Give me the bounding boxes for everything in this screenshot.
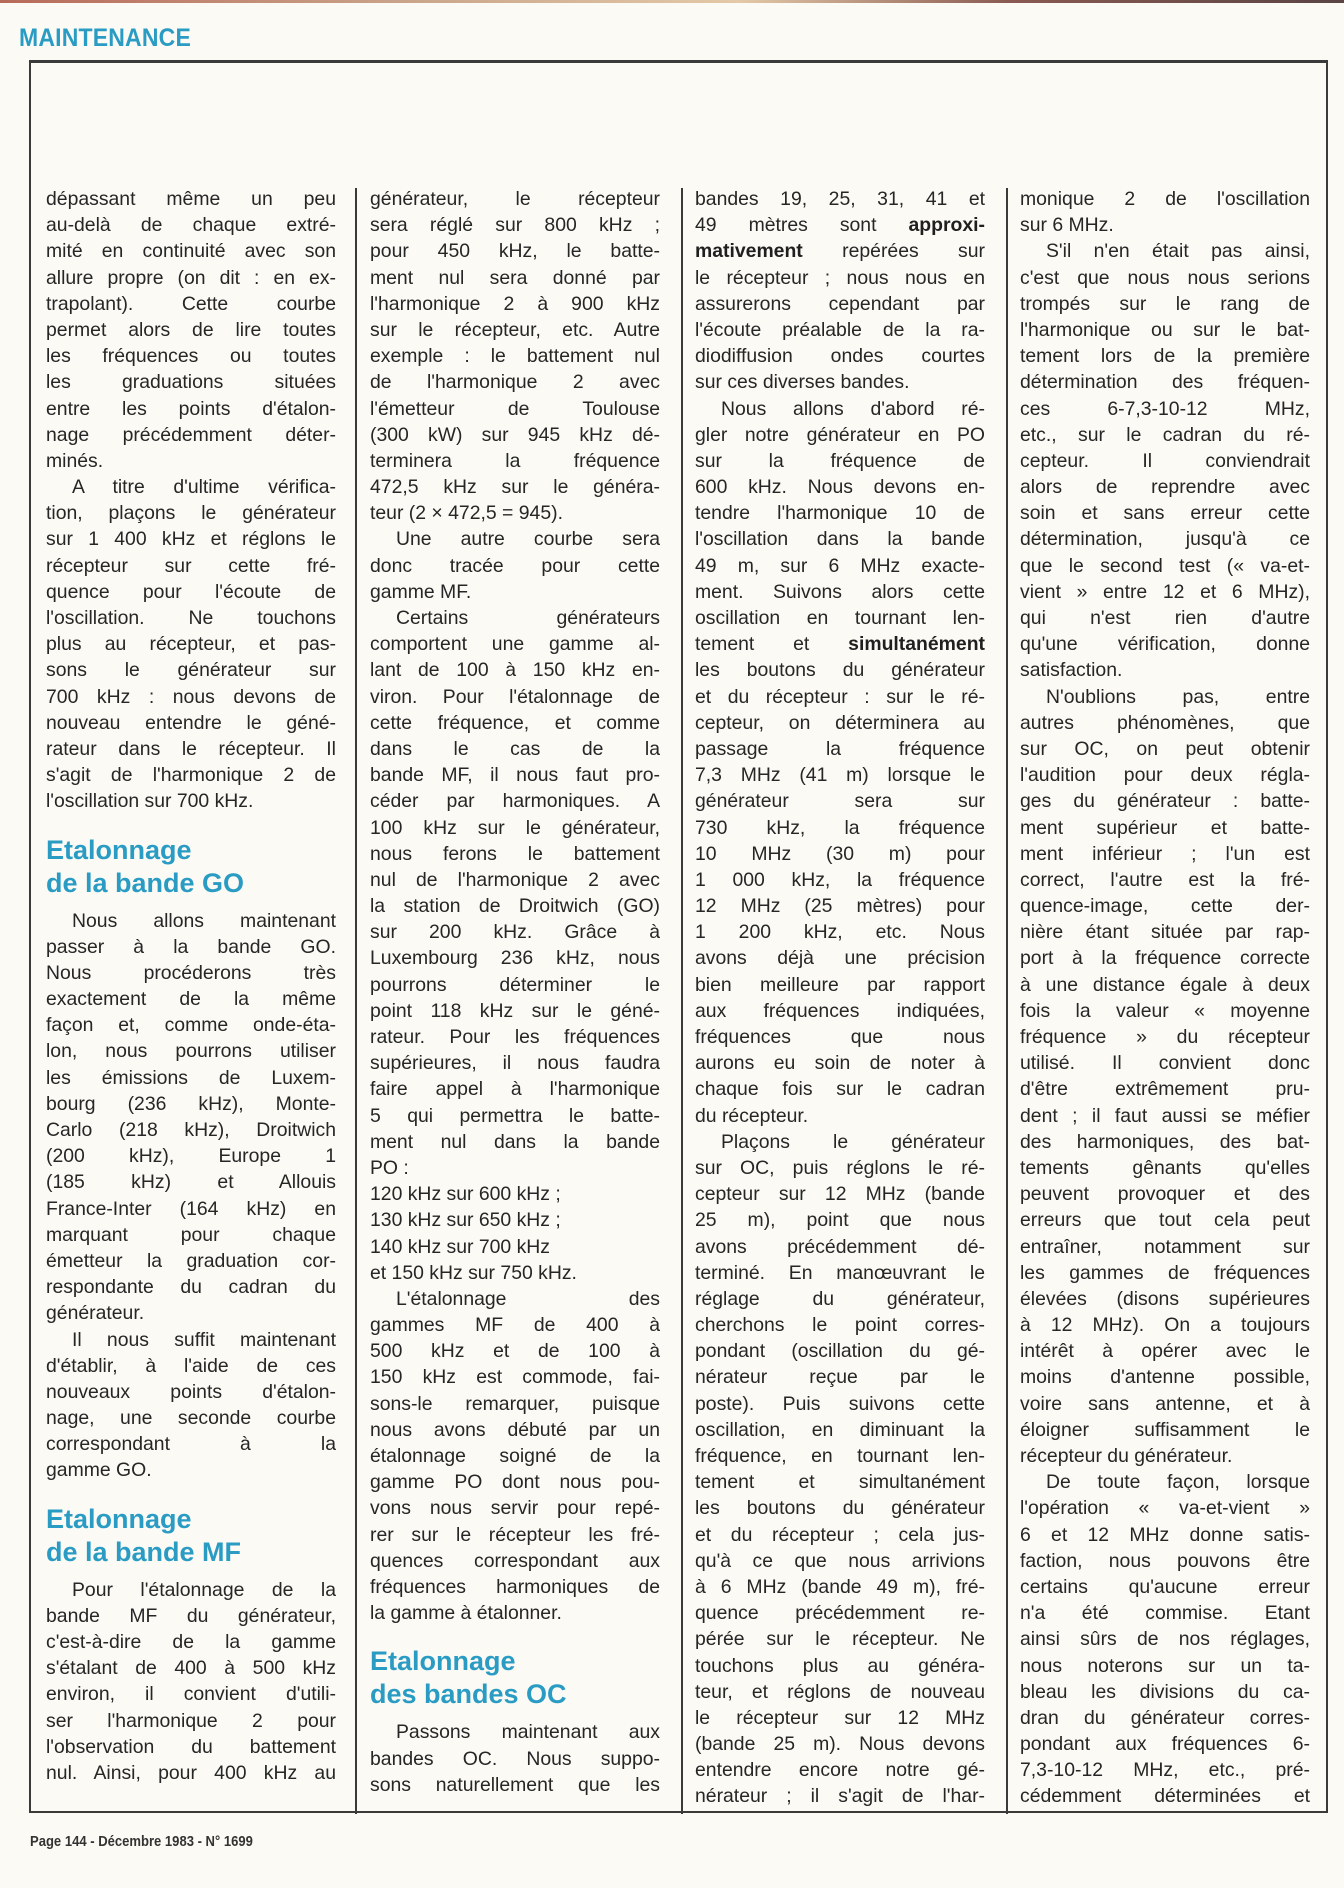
text-line: (200 kHz), Europe 1: [46, 1145, 336, 1168]
text-line: nouveaux points d'étalon-: [46, 1380, 336, 1403]
text-line: entendre encore notre gé-: [695, 1759, 985, 1782]
text-line: De toute façon, lorsque: [1046, 1471, 1310, 1494]
paragraph: [370, 186, 660, 526]
article-column-2: [370, 186, 660, 1798]
text-line: à 12 MHz). On a toujours: [1020, 1314, 1310, 1337]
text-line: c'est que nous nous serions: [1020, 266, 1310, 289]
text-line: rer sur le récepteur les fré-: [370, 1523, 660, 1546]
bold-term: simultanément: [848, 633, 985, 656]
text-line: l'observation du battement: [46, 1735, 336, 1758]
text-line: bleau les divisions du ca-: [1020, 1680, 1310, 1703]
text-line: (bande 25 m). Nous devons: [695, 1733, 985, 1756]
text-line: qu'à ce que nous arrivions: [695, 1549, 985, 1572]
paragraph: [695, 186, 985, 396]
text-line: générateur, le récepteur: [370, 188, 660, 210]
text-line: détermination, jusqu'à ce: [1020, 528, 1310, 551]
column-divider: [1006, 188, 1008, 1814]
text-line: au-delà de chaque extré-: [46, 214, 336, 237]
section-heading: [370, 1645, 660, 1711]
text-line: port à la fréquence correcte: [1020, 947, 1310, 970]
text-line: nous noterons sur un ta-: [1020, 1654, 1310, 1677]
paragraph: [370, 526, 660, 605]
text-line: à une distance égale à deux: [1020, 973, 1310, 996]
text-line: lon, nous pourrons utiliser: [46, 1040, 336, 1063]
text-line: nous avons débuté par un: [370, 1418, 660, 1441]
text-line: pondant (oscillation du gé-: [695, 1340, 985, 1363]
text-line: nous ferons le battement: [370, 842, 660, 865]
text-line: Plaçons le générateur: [721, 1130, 985, 1153]
text-line: générateur sera sur: [695, 790, 985, 813]
text-line: bien meilleure par rapport: [695, 973, 985, 996]
text-line: et du récepteur ; cela jus-: [695, 1523, 985, 1546]
text-line: entraîner, notamment sur: [1020, 1235, 1310, 1258]
text-line: gamme PO dont nous pou-: [370, 1471, 660, 1494]
text-line: certains qu'aucune erreur: [1020, 1575, 1310, 1598]
text-line: 130 kHz sur 650 kHz ;: [370, 1209, 561, 1232]
text-line: rateur dans le récepteur. Il: [46, 737, 336, 760]
text-line: minés.: [46, 449, 104, 472]
text-line: S'il n'en était pas ainsi,: [1046, 240, 1310, 263]
text-line: Passons maintenant aux: [396, 1721, 660, 1744]
text-line: Pour l'étalonnage de la: [72, 1578, 336, 1601]
text-line: tendre l'harmonique 10 de: [695, 502, 985, 525]
text-line: environ, il convient d'utili-: [46, 1683, 336, 1706]
paragraph: [1020, 1469, 1310, 1809]
text-line: 7,3-10-12 MHz, etc., pré-: [1020, 1759, 1310, 1782]
page-top-edge: [0, 0, 1344, 3]
text-line: cédemment déterminées et: [1020, 1785, 1310, 1808]
text-line: Luxembourg 236 kHz, nous: [370, 947, 660, 970]
text-line: 49 m, sur 6 MHz exacte-: [695, 554, 985, 577]
paragraph: [46, 186, 336, 474]
text-line: [695, 631, 985, 657]
text-line: sur la fréquence de: [695, 449, 985, 472]
text-line: teur, et réglons de nouveau: [695, 1680, 985, 1703]
paragraph: [46, 908, 336, 1327]
text-line: autres phénomènes, que: [1020, 711, 1310, 734]
text-line: monique 2 de l'oscillation: [1020, 188, 1310, 210]
text-line: A titre d'ultime vérifica-: [72, 476, 336, 499]
text-line: sur OC, puis réglons le ré-: [695, 1156, 985, 1179]
text-line: Nous allons maintenant: [72, 909, 336, 932]
text-line: nage précédemment déter-: [46, 423, 336, 446]
text-line: sons-le remarquer, puisque: [370, 1392, 660, 1415]
article-column-4: [1020, 186, 1310, 1810]
text-line: vient » entre 12 et 6 MHz),: [1020, 580, 1310, 603]
text-line: l'oscillation sur 700 kHz.: [46, 790, 254, 813]
text-line: peuvent provoquer et des: [1020, 1183, 1310, 1206]
text-run: tement et: [695, 633, 849, 656]
text-line: chaque fois sur le cadran: [695, 1078, 985, 1101]
text-line: l'harmonique 2 à 900 kHz: [370, 292, 660, 315]
text-line: tement et simultanément: [695, 1471, 985, 1494]
text-line: France-Inter (164 kHz) en: [46, 1197, 336, 1220]
column-divider: [355, 188, 357, 1814]
text-line: les gammes de fréquences: [1020, 1261, 1310, 1284]
text-line: le récepteur ; nous nous en: [695, 266, 985, 289]
paragraph: [370, 1181, 660, 1286]
text-line: les graduations situées: [46, 371, 336, 394]
text-run: 49 mètres sont: [695, 214, 909, 237]
text-line: et du récepteur : sur le ré-: [695, 685, 985, 708]
text-line: quence pour l'écoute de: [46, 580, 336, 603]
text-line: l'émetteur de Toulouse: [370, 397, 660, 420]
text-line: 500 kHz et de 100 à: [370, 1340, 660, 1363]
page-footer: Page 144 - Décembre 1983 - N° 1699: [30, 1834, 253, 1850]
text-line: que le second test (« va-et-: [1020, 554, 1310, 577]
text-line: la gamme à étalonner.: [370, 1602, 562, 1625]
text-line: émetteur la graduation cor-: [46, 1249, 336, 1272]
section-heading: [46, 834, 336, 900]
text-line: gammes MF de 400 à: [370, 1314, 660, 1337]
text-line: respondante du cadran du: [46, 1276, 336, 1299]
text-line: éloigner suffisamment le: [1020, 1418, 1310, 1441]
text-line: plus au récepteur, et pas-: [46, 633, 336, 656]
text-line: 150 kHz est commode, fai-: [370, 1366, 660, 1389]
text-line: utilisé. Il convient donc: [1020, 1052, 1310, 1075]
text-line: gler notre générateur en PO: [695, 423, 985, 446]
text-line: exactement de la même: [46, 988, 336, 1011]
text-line: diodiffusion ondes courtes: [695, 345, 985, 368]
text-line: ces 6-7,3-10-12 MHz,: [1020, 397, 1310, 420]
text-line: sur le récepteur, etc. Autre: [370, 318, 660, 341]
text-line: Certains générateurs: [396, 607, 660, 629]
text-line: 730 kHz, la fréquence: [695, 816, 985, 839]
text-line: Nous procéderons très: [46, 961, 336, 984]
text-line: cepteur, on déterminera au: [695, 711, 985, 734]
heading-line: de la bande MF: [46, 1536, 242, 1567]
text-line: qui n'est rien d'autre: [1020, 607, 1310, 629]
text-line: l'harmonique ou sur le bat-: [1020, 318, 1310, 341]
text-line: gamme GO.: [46, 1459, 152, 1482]
text-line: trompés sur le rang de: [1020, 292, 1310, 315]
text-line: réglage du générateur,: [695, 1287, 985, 1310]
text-line: exemple : le battement nul: [370, 345, 660, 368]
text-line: pourrons déterminer le: [370, 973, 660, 996]
text-line: alors de reprendre avec: [1020, 476, 1310, 499]
text-line: nérateur ; il s'agit de l'har-: [695, 1785, 985, 1808]
text-line: nérateur reçue par le: [695, 1366, 985, 1389]
text-line: ment. Suivons alors cette: [695, 580, 985, 603]
text-line: nage, une seconde courbe: [46, 1407, 336, 1430]
text-line: (185 kHz) et Allouis: [46, 1171, 336, 1194]
text-line: ment supérieur et batte-: [1020, 816, 1310, 839]
text-line: fréquences que nous: [695, 1026, 985, 1048]
text-line: rateur. Pour les fréquences: [370, 1026, 660, 1048]
text-line: l'audition pour deux régla-: [1020, 764, 1310, 787]
text-line: cherchons le point corres-: [695, 1314, 985, 1337]
text-line: supérieures, il nous faudra: [370, 1052, 660, 1075]
text-line: pérée sur le récepteur. Ne: [695, 1628, 985, 1651]
text-line: nul. Ainsi, pour 400 kHz au: [46, 1761, 336, 1784]
text-line: 100 kHz sur le générateur,: [370, 816, 660, 839]
heading-line: des bandes OC: [370, 1679, 567, 1710]
text-line: correct, l'autre est la fré-: [1020, 868, 1310, 891]
text-line: l'écoute préalable de la ra-: [695, 318, 985, 341]
bold-term: mativement: [695, 240, 803, 263]
text-line: ainsi sûrs de nos réglages,: [1020, 1628, 1310, 1651]
text-line: nul de l'harmonique 2 avec: [370, 868, 660, 891]
paragraph: [695, 1129, 985, 1810]
text-line: correspondant à la: [46, 1433, 336, 1456]
text-line: sons naturellement que les: [370, 1773, 660, 1796]
text-line: l'oscillation. Ne touchons: [46, 607, 336, 629]
text-line: générateur.: [46, 1302, 145, 1325]
text-line: s'étalant de 400 à 500 kHz: [46, 1657, 336, 1680]
text-line: satisfaction.: [1020, 659, 1123, 682]
text-line: dans le cas de la: [370, 737, 660, 760]
text-line: 1 200 kHz, etc. Nous: [695, 921, 985, 944]
text-line: N'oublions pas, entre: [1046, 685, 1310, 708]
text-line: récepteur du générateur.: [1020, 1445, 1233, 1467]
text-line: les fréquences ou toutes: [46, 345, 336, 368]
text-line: cepteur sur 12 MHz (bande: [695, 1183, 985, 1206]
text-line: l'oscillation dans la bande: [695, 528, 985, 551]
text-line: [695, 212, 985, 238]
text-line: à 6 MHz (bande 49 m), fré-: [695, 1575, 985, 1598]
text-line: les boutons du générateur: [695, 1497, 985, 1520]
heading-line: Etalonnage: [46, 1503, 192, 1534]
text-line: ment nul dans la bande: [370, 1130, 660, 1153]
article-column-3: [695, 186, 985, 1810]
text-line: des harmoniques, des bat-: [1020, 1130, 1310, 1153]
text-line: tion, plaçons le générateur: [46, 502, 336, 525]
text-line: fréquences harmoniques de: [370, 1575, 660, 1598]
text-line: s'agit de l'harmonique 2 de: [46, 764, 336, 787]
text-line: Nous allons d'abord ré-: [721, 397, 985, 420]
text-line: comportent une gamme al-: [370, 633, 660, 656]
text-line: mité en continuité avec son: [46, 240, 336, 263]
text-line: la station de Droitwich (GO): [370, 895, 660, 918]
text-line: cette fréquence, et comme: [370, 711, 660, 734]
text-line: et 150 kHz sur 750 kHz.: [370, 1261, 577, 1284]
text-line: voire sans antenne, et à: [1020, 1392, 1310, 1415]
text-line: dépassant même un peu: [46, 188, 336, 210]
heading-line: Etalonnage: [370, 1646, 516, 1677]
text-line: les boutons du générateur: [695, 659, 985, 682]
text-line: sur 200 kHz. Grâce à: [370, 921, 660, 944]
text-line: entre les points d'étalon-: [46, 397, 336, 420]
text-line: 25 m), point que nous: [695, 1209, 985, 1232]
paragraph: [46, 474, 336, 814]
text-line: sons le générateur sur: [46, 659, 336, 682]
text-line: sur 6 MHz.: [1020, 214, 1114, 237]
text-line: aurons eu soin de noter à: [695, 1052, 985, 1075]
text-line: erreurs que tout cela peut: [1020, 1209, 1310, 1232]
text-line: quences correspondant aux: [370, 1549, 660, 1572]
text-line: 6 et 12 MHz donne satis-: [1020, 1523, 1310, 1546]
article-column-1: [46, 186, 336, 1786]
text-line: dran du générateur corres-: [1020, 1706, 1310, 1729]
paragraph: [46, 1327, 336, 1484]
text-line: donc tracée pour cette: [370, 554, 660, 577]
text-line: bande MF du générateur,: [46, 1604, 336, 1627]
text-line: sur 1 400 kHz et réglons le: [46, 528, 336, 551]
text-line: (300 kW) sur 945 kHz dé-: [370, 423, 660, 446]
text-line: assurerons cependant par: [695, 292, 985, 315]
text-line: poste). Puis suivons cette: [695, 1392, 985, 1415]
text-line: 472,5 kHz sur le généra-: [370, 476, 660, 499]
text-line: trapolant). Cette courbe: [46, 292, 336, 315]
text-line: 5 qui permettra le batte-: [370, 1104, 660, 1127]
text-line: faire appel à l'harmonique: [370, 1078, 660, 1101]
text-line: bande MF, il nous faut pro-: [370, 764, 660, 787]
text-line: les émissions de Luxem-: [46, 1066, 336, 1089]
text-line: permet alors de lire toutes: [46, 318, 336, 341]
text-line: tements gênants qu'elles: [1020, 1156, 1310, 1179]
text-line: le récepteur sur 12 MHz: [695, 1706, 985, 1729]
text-line: sur OC, on peut obtenir: [1020, 737, 1310, 760]
text-line: du récepteur.: [695, 1104, 809, 1127]
text-line: nière étant située par rap-: [1020, 921, 1310, 944]
text-line: détermination des fréquen-: [1020, 371, 1310, 394]
text-line: l'opération « va-et-vient »: [1020, 1497, 1310, 1520]
paragraph: [1020, 238, 1310, 683]
bold-term: approxi-: [908, 214, 985, 237]
paragraph: [370, 1719, 660, 1798]
text-line: point 118 kHz sur le géné-: [370, 999, 660, 1022]
text-line: oscillation en tournant len-: [695, 607, 985, 629]
section-label: MAINTENANCE: [19, 24, 191, 52]
text-line: 10 MHz (30 m) pour: [695, 842, 985, 865]
text-line: c'est-à-dire de la gamme: [46, 1631, 336, 1653]
text-line: intérêt à opérer avec le: [1020, 1340, 1310, 1363]
text-line: quence-image, cette der-: [1020, 895, 1310, 918]
text-line: 700 kHz : nous devons de: [46, 685, 336, 708]
text-line: nouveau entendre le géné-: [46, 711, 336, 734]
paragraph: [46, 1577, 336, 1787]
text-line: fréquence, en tournant len-: [695, 1445, 985, 1467]
text-run: repérées sur: [802, 240, 985, 263]
text-line: récepteur sur cette fré-: [46, 554, 336, 577]
text-line: ment inférieur ; l'un est: [1020, 842, 1310, 865]
paragraph: [1020, 186, 1310, 238]
text-line: aux fréquences indiquées,: [695, 999, 985, 1022]
paragraph: [1020, 684, 1310, 1470]
text-line: tement lors de la première: [1020, 345, 1310, 368]
text-line: passer à la bande GO.: [46, 935, 336, 958]
text-line: 12 MHz (25 mètres) pour: [695, 895, 985, 918]
paragraph: [370, 1286, 660, 1626]
heading-line: de la bande GO: [46, 867, 245, 898]
text-line: d'établir, à l'aide de ces: [46, 1354, 336, 1377]
text-line: [695, 238, 985, 264]
text-line: quence précédemment re-: [695, 1602, 985, 1625]
text-line: ser l'harmonique 2 pour: [46, 1709, 336, 1732]
text-line: etc., sur le cadran du ré-: [1020, 423, 1310, 446]
column-divider: [681, 188, 683, 1814]
text-line: dent ; il faut aussi se méfier: [1020, 1104, 1310, 1127]
text-line: d'être extrêmement pru-: [1020, 1078, 1310, 1101]
text-line: 7,3 MHz (41 m) lorsque le: [695, 764, 985, 787]
text-line: soin et sans erreur cette: [1020, 502, 1310, 525]
text-line: moins d'antenne possible,: [1020, 1366, 1310, 1389]
paragraph: [370, 605, 660, 1181]
text-line: teur (2 × 472,5 = 945).: [370, 502, 563, 525]
text-line: terminé. En manœuvrant le: [695, 1261, 985, 1284]
text-line: avons déjà une précision: [695, 947, 985, 970]
text-line: ment nul sera donné par: [370, 266, 660, 289]
text-line: PO :: [370, 1156, 409, 1179]
text-line: n'a été commise. Etant: [1020, 1602, 1310, 1625]
text-line: oscillation, en diminuant la: [695, 1418, 985, 1441]
text-line: fréquence » du récepteur: [1020, 1026, 1310, 1048]
text-line: bandes 19, 25, 31, 41 et: [695, 188, 985, 210]
text-line: 140 kHz sur 700 kHz: [370, 1235, 550, 1258]
text-line: avons précédemment dé-: [695, 1235, 985, 1258]
text-line: lant de 100 à 150 kHz en-: [370, 659, 660, 682]
text-line: façon et, comme onde-éta-: [46, 1014, 336, 1037]
text-line: L'étalonnage des: [396, 1287, 660, 1310]
text-line: de l'harmonique 2 avec: [370, 371, 660, 394]
text-line: ges du générateur : batte-: [1020, 790, 1310, 813]
text-line: pondant aux fréquences 6-: [1020, 1733, 1310, 1756]
text-line: faction, nous pouvons être: [1020, 1549, 1310, 1572]
text-line: pour 450 kHz, le batte-: [370, 240, 660, 263]
text-line: allure propre (on dit : en ex-: [46, 266, 336, 289]
paragraph: [695, 396, 985, 1129]
text-line: 120 kHz sur 600 kHz ;: [370, 1183, 561, 1206]
text-line: 1 000 kHz, la fréquence: [695, 868, 985, 891]
text-line: bandes OC. Nous suppo-: [370, 1747, 660, 1770]
text-line: fois la valeur « moyenne: [1020, 999, 1310, 1022]
text-line: touchons plus au généra-: [695, 1654, 985, 1677]
text-line: Une autre courbe sera: [396, 528, 660, 551]
section-heading: [46, 1503, 336, 1569]
text-line: sur ces diverses bandes.: [695, 371, 910, 394]
text-line: cepteur. Il conviendrait: [1020, 449, 1310, 472]
text-line: passage la fréquence: [695, 737, 985, 760]
text-line: Carlo (218 kHz), Droitwich: [46, 1119, 336, 1141]
text-line: vons nous servir pour repé-: [370, 1497, 660, 1520]
text-line: gamme MF.: [370, 580, 472, 603]
text-line: 600 kHz. Nous devons en-: [695, 476, 985, 499]
text-line: bourg (236 kHz), Monte-: [46, 1092, 336, 1115]
text-line: sera réglé sur 800 kHz ;: [370, 214, 660, 237]
text-line: terminera la fréquence: [370, 449, 660, 472]
text-line: Il nous suffit maintenant: [72, 1328, 336, 1351]
text-line: qu'une vérification, donne: [1020, 633, 1310, 656]
text-line: marquant pour chaque: [46, 1223, 336, 1246]
text-line: élevées (disons supérieures: [1020, 1287, 1310, 1310]
text-line: viron. Pour l'étalonnage de: [370, 685, 660, 708]
heading-line: Etalonnage: [46, 834, 192, 865]
text-line: céder par harmoniques. A: [370, 790, 660, 813]
text-line: étalonnage soigné de la: [370, 1445, 660, 1467]
